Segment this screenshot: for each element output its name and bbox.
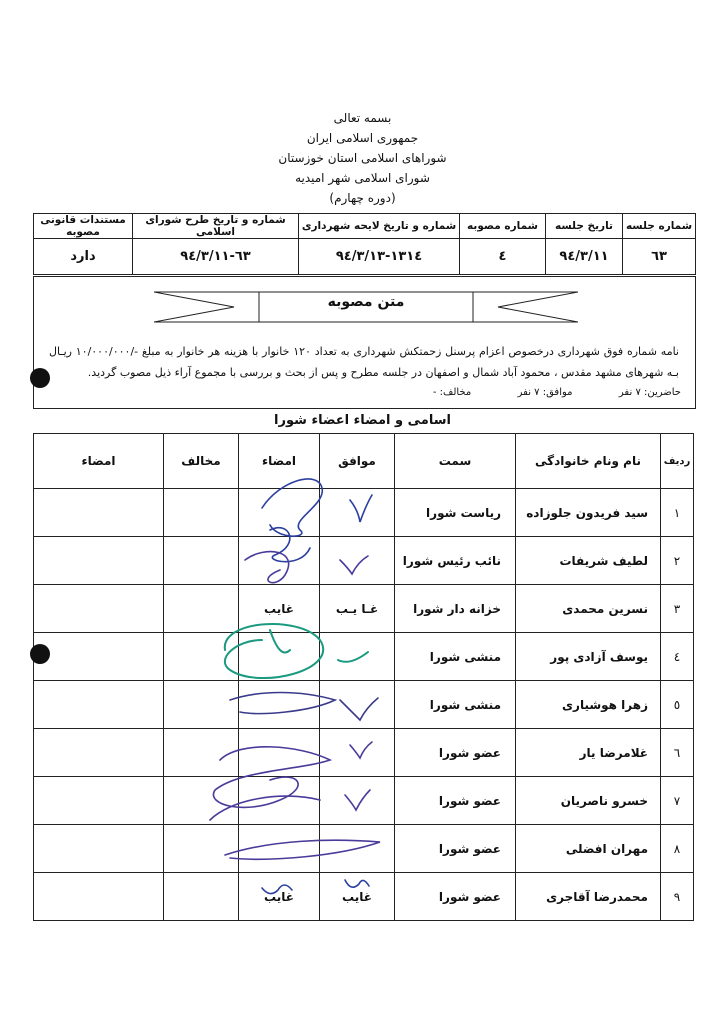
member-name: سید فریدون جلوزاده (516, 489, 661, 537)
member-oppose (164, 777, 239, 825)
member-oppose (164, 681, 239, 729)
header-province-council: شوراهای اسلامی استان خوزستان (278, 151, 447, 165)
member-row (34, 537, 694, 585)
info-session-date: ٩٤/٣/١١ (546, 239, 623, 275)
member-role: عضو شورا (395, 825, 516, 873)
member-role: نائب رئیس شورا (395, 537, 516, 585)
header-bismillah: بسمه تعالی (333, 111, 392, 125)
member-agree: غـا یـب (320, 585, 395, 633)
member-agree (320, 777, 395, 825)
member-row-no: ٩ (661, 873, 694, 921)
member-role: عضو شورا (395, 777, 516, 825)
member-agree-sign (239, 729, 320, 777)
col-agree-sign: امضاء (239, 434, 320, 489)
info-legal: دارد (34, 239, 133, 275)
member-row-no: ١ (661, 489, 694, 537)
member-agree (320, 633, 395, 681)
member-row (34, 489, 694, 537)
info-header-plan: شماره و تاریخ طرح شورای اسلامی (133, 214, 299, 239)
member-oppose (164, 585, 239, 633)
member-oppose (164, 489, 239, 537)
member-agree-sign (239, 633, 320, 681)
header-city-council: شورای اسلامی شهر امیدیه (295, 171, 430, 185)
member-oppose-sign (34, 825, 164, 873)
member-role: منشی شورا (395, 633, 516, 681)
member-agree (320, 825, 395, 873)
member-row-no: ٢ (661, 537, 694, 585)
col-agree: موافق (320, 434, 395, 489)
member-oppose (164, 537, 239, 585)
member-row (34, 585, 694, 633)
col-name: نام ونام خانوادگی (516, 434, 661, 489)
info-header-legal: مستندات قانونی مصوبه (34, 214, 133, 239)
info-header-resolution-no: شماره مصوبه (460, 214, 546, 239)
member-oppose-sign (34, 873, 164, 921)
member-name: غلامرضا یار (516, 729, 661, 777)
member-agree (320, 681, 395, 729)
members-title: اسامی و امضاء اعضاء شورا (274, 413, 451, 428)
member-role: خزانه دار شورا (395, 585, 516, 633)
member-row-no: ٣ (661, 585, 694, 633)
member-oppose-sign (34, 681, 164, 729)
info-value-row (34, 239, 696, 275)
col-row-no: ردیف (661, 434, 694, 489)
header-term: (دوره چهارم) (329, 191, 396, 205)
member-agree-sign: غایب (239, 873, 320, 921)
resolution-text: نامه شماره فوق شهرداری درخصوص اعزام پرسنل زحمتکش شهرداری به تعداد ١٢٠ خانوار با هزینه هر خانوار به مبلغ -/١٠/٠٠٠/٠٠٠ ریـال بـه شهرهای مشهد مقدس ، محمود آباد شمال و اصفهان در جلسه مطرح و پس از بحث و بررسی با مجموع آراء ذیل مصوب گردید. (49, 345, 679, 379)
summary-agree: موافق: ٧ نفر (517, 387, 573, 398)
binder-hole-top (30, 368, 50, 388)
session-info-table (33, 213, 696, 275)
member-name: یوسف آزادی پور (516, 633, 661, 681)
member-row (34, 633, 694, 681)
member-oppose-sign (34, 633, 164, 681)
info-resolution-no: ٤ (460, 239, 546, 275)
member-row (34, 777, 694, 825)
member-oppose-sign (34, 729, 164, 777)
binder-hole-bottom (30, 644, 50, 664)
resolution-title: متن مصوبه (327, 294, 405, 310)
col-role: سمت (395, 434, 516, 489)
member-row-no: ٦ (661, 729, 694, 777)
member-row-no: ٥ (661, 681, 694, 729)
member-agree-sign (239, 681, 320, 729)
col-oppose: مخالف (164, 434, 239, 489)
member-name: مهران افضلی (516, 825, 661, 873)
members-table (33, 433, 694, 921)
member-oppose (164, 633, 239, 681)
member-row-no: ٨ (661, 825, 694, 873)
member-name: زهرا هوشیاری (516, 681, 661, 729)
document-header (0, 108, 725, 208)
info-header-session-no: شماره جلسه (623, 214, 696, 239)
member-agree (320, 729, 395, 777)
member-agree (320, 537, 395, 585)
member-row (34, 825, 694, 873)
member-agree-sign: غایب (239, 585, 320, 633)
info-header-bill: شماره و تاریخ لایحه شهرداری (299, 214, 460, 239)
member-row-no: ٤ (661, 633, 694, 681)
member-row (34, 681, 694, 729)
member-oppose (164, 825, 239, 873)
summary-present: حاضرین: ٧ نفر (618, 387, 681, 398)
members-header-row (34, 434, 694, 489)
member-agree (320, 489, 395, 537)
member-oppose-sign (34, 537, 164, 585)
info-header-session-date: تاریخ جلسه (546, 214, 623, 239)
member-role: عضو شورا (395, 729, 516, 777)
member-name: محمدرضا آقاجری (516, 873, 661, 921)
member-row-no: ٧ (661, 777, 694, 825)
info-bill: ١٣١٤-٩٤/٣/١٣ (299, 239, 460, 275)
member-name: لطیف شریفات (516, 537, 661, 585)
member-agree: غایب (320, 873, 395, 921)
member-row (34, 873, 694, 921)
member-agree-sign (239, 489, 320, 537)
member-agree-sign (239, 825, 320, 873)
member-name: خسرو ناصریان (516, 777, 661, 825)
member-oppose-sign (34, 777, 164, 825)
info-session-no: ٦٣ (623, 239, 696, 275)
member-role: منشی شورا (395, 681, 516, 729)
member-oppose (164, 729, 239, 777)
resolution-box (33, 276, 696, 409)
member-role: عضو شورا (395, 873, 516, 921)
col-oppose-sign: امضاء (34, 434, 164, 489)
member-oppose (164, 873, 239, 921)
member-oppose-sign (34, 585, 164, 633)
member-agree-sign (239, 777, 320, 825)
info-plan: ٦٣-٩٤/٣/١١ (133, 239, 299, 275)
member-role: ریاست شورا (395, 489, 516, 537)
member-oppose-sign (34, 489, 164, 537)
header-country: جمهوری اسلامی ایران (306, 131, 419, 145)
member-agree-sign (239, 537, 320, 585)
vote-summary (433, 387, 681, 398)
info-header-row (34, 214, 696, 239)
member-name: نسرین محمدی (516, 585, 661, 633)
member-row (34, 729, 694, 777)
summary-oppose: مخالف: - (432, 387, 472, 398)
